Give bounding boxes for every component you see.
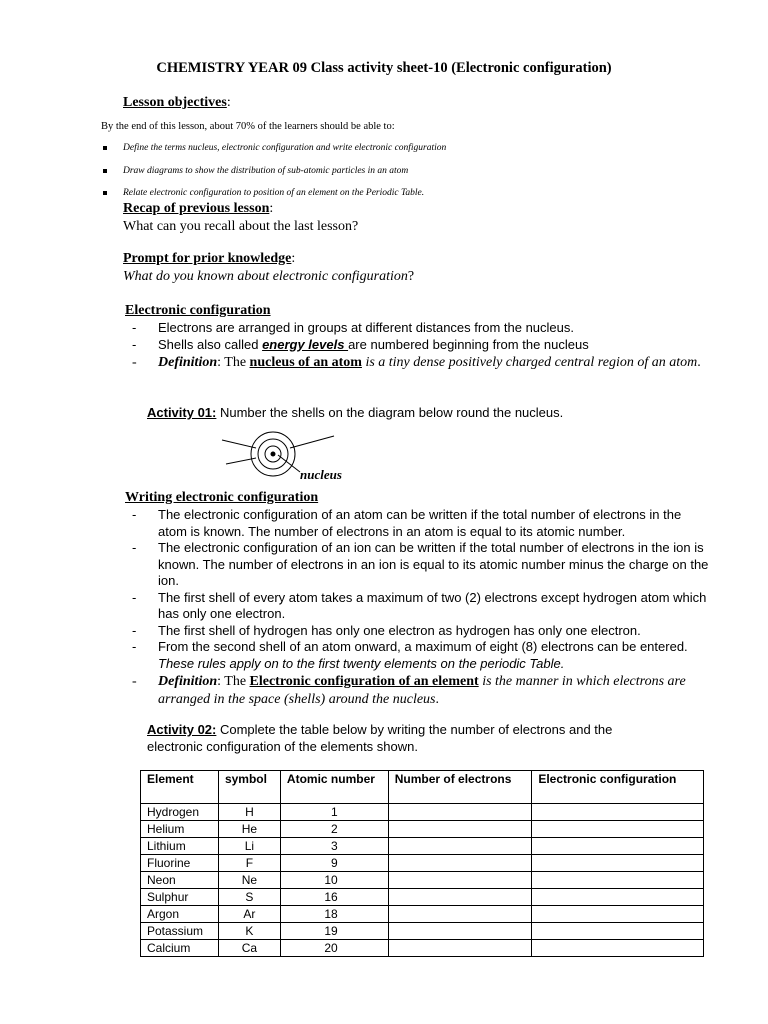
list-item: - The first shell of hydrogen has only one electron as hydrogen has only one electron.	[132, 622, 641, 638]
table-row: Argon Ar 18	[141, 906, 704, 923]
table-row: Helium He 2	[141, 821, 704, 838]
writing-heading: Writing electronic configuration	[125, 490, 319, 505]
electrons-cell[interactable]	[388, 855, 532, 872]
electrons-cell[interactable]	[388, 872, 532, 889]
definition-item: - Definition: The Electronic configuration of an element is the manner in which electrons are arranged in the space (shells) around the nucleus.	[132, 674, 686, 707]
prompt-question: What do you known about electronic configuration?	[123, 269, 415, 284]
electrons-cell[interactable]	[388, 940, 532, 957]
configuration-cell[interactable]	[532, 838, 704, 855]
list-item: - The electronic configuration of an atom can be written if the total number of electrons in the atom is known. The number of electrons in an atom is equal to its atomic number.	[132, 507, 682, 539]
ec-list	[130, 320, 710, 372]
configuration-cell[interactable]	[532, 804, 704, 821]
prompt-heading: Prompt for prior knowledge:	[123, 251, 296, 266]
list-item: - Shells also called energy levels are numbered beginning from the nucleus	[132, 336, 589, 352]
objective-item: Draw diagrams to show the distribution of sub-atomic particles in an atom	[101, 166, 408, 176]
column-header: Element	[141, 771, 219, 804]
pointer-line	[226, 458, 256, 464]
configuration-cell[interactable]	[532, 855, 704, 872]
recap-question: What can you recall about the last lesson?	[123, 219, 359, 234]
table-row: Sulphur S 16	[141, 889, 704, 906]
configuration-cell[interactable]	[532, 872, 704, 889]
configuration-cell[interactable]	[532, 923, 704, 940]
objective-item: Relate electronic configuration to position of an element on the Periodic Table.	[101, 188, 424, 198]
objectives-heading: Lesson objectives:	[123, 95, 231, 110]
column-header: Number of electrons	[388, 771, 532, 804]
objectives-intro: By the end of this lesson, about 70% of the learners should be able to:	[101, 121, 395, 132]
table-row: Calcium Ca 20	[141, 940, 704, 957]
table-row: Lithium Li 3	[141, 838, 704, 855]
configuration-cell[interactable]	[532, 889, 704, 906]
list-item: - The electronic configuration of an ion can be written if the total number of electrons in the ion is known. The number of electrons in an ion is equal to its atomic number minus the charge on the ion.	[132, 540, 709, 588]
table-row: Hydrogen H 1	[141, 804, 704, 821]
nucleus-dot	[271, 452, 276, 457]
list-item: - The first shell of every atom takes a maximum of two (2) electrons except hydrogen atom which has only one electron.	[132, 589, 707, 621]
column-header: Atomic number	[280, 771, 388, 804]
pointer-line	[290, 436, 334, 448]
table-row: Fluorine F 9	[141, 855, 704, 872]
electrons-cell[interactable]	[388, 804, 532, 821]
electrons-cell[interactable]	[388, 906, 532, 923]
objective-item: Define the terms nucleus, electronic configuration and write electronic configuration	[101, 143, 446, 153]
configuration-cell[interactable]	[532, 821, 704, 838]
list-item: - From the second shell of an atom onward, a maximum of eight (8) electrons can be entered. These rules apply on to the first twenty elements on the periodic Table.	[132, 639, 688, 671]
table-header-row	[141, 771, 704, 804]
recap-heading: Recap of previous lesson:	[123, 201, 274, 216]
definition-item: - Definition: The nucleus of an atom is a tiny dense positively charged central region of an atom.	[132, 355, 701, 370]
table-row: Potassium K 19	[141, 923, 704, 940]
writing-list	[130, 507, 710, 709]
electrons-cell[interactable]	[388, 889, 532, 906]
elements-table	[140, 770, 704, 957]
electrons-cell[interactable]	[388, 923, 532, 940]
electrons-cell[interactable]	[388, 821, 532, 838]
nucleus-label: nucleus	[300, 467, 342, 482]
configuration-cell[interactable]	[532, 906, 704, 923]
column-header: Electronic configuration	[532, 771, 704, 804]
page-title: CHEMISTRY YEAR 09 Class activity sheet-10 (Electronic configuration)	[156, 60, 612, 76]
pointer-line	[222, 440, 256, 448]
electrons-cell[interactable]	[388, 838, 532, 855]
ec-heading: Electronic configuration	[125, 303, 271, 318]
list-item: - Electrons are arranged in groups at different distances from the nucleus.	[132, 320, 574, 335]
activity-02: Activity 02: Complete the table below by writing the number of electrons and the electronic configuration of the elements shown.	[147, 722, 613, 754]
table-row: Neon Ne 10	[141, 872, 704, 889]
activity-01: Activity 01: Number the shells on the diagram below round the nucleus.	[147, 405, 564, 420]
configuration-cell[interactable]	[532, 940, 704, 957]
column-header: symbol	[218, 771, 280, 804]
